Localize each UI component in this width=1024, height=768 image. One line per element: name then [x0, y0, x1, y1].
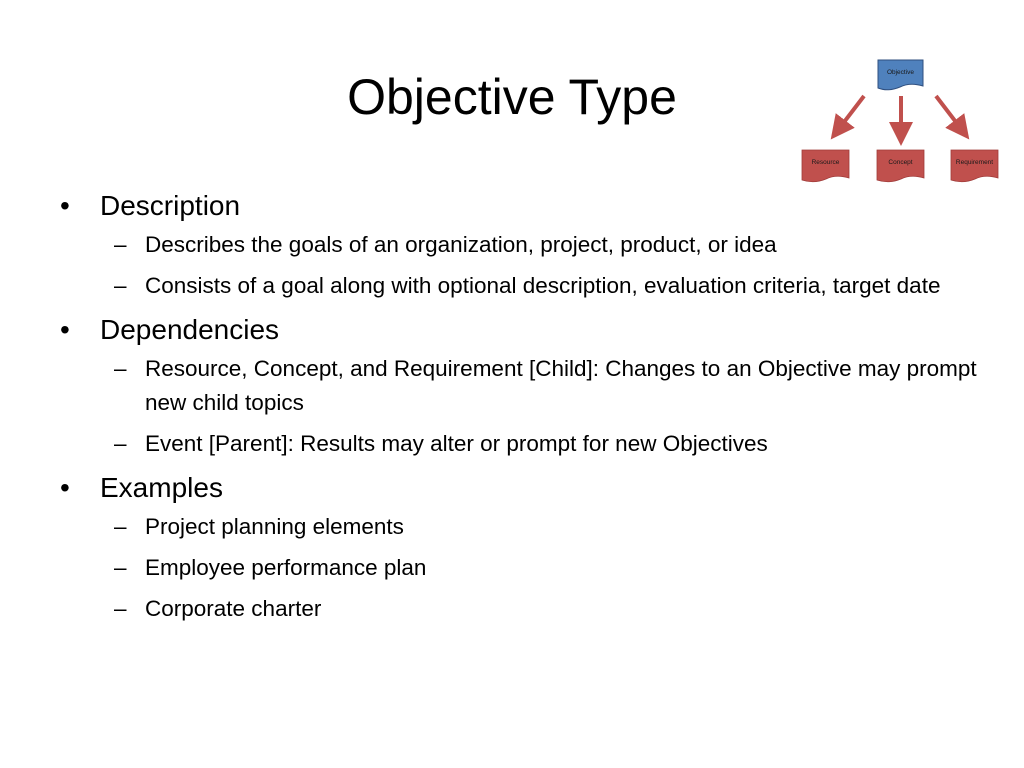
- sub-marker: –: [114, 555, 127, 580]
- bullet-dependencies: [58, 310, 978, 350]
- bullet-description: [58, 186, 978, 226]
- diagram-node-requirement: [951, 150, 998, 182]
- sub-item-text: Resource, Concept, and Requirement [Child]: Changes to an Objective may prompt new child topics: [145, 356, 977, 415]
- diagram-arrow-resource: [838, 96, 864, 130]
- sub-item-text: Corporate charter: [145, 596, 322, 621]
- sub-marker: –: [114, 273, 127, 298]
- slide-title: Objective Type: [347, 69, 677, 125]
- sub-item: [58, 352, 978, 420]
- bullet-examples: [58, 468, 978, 508]
- bullet-marker: •: [60, 314, 70, 345]
- diagram-node-concept: [877, 150, 924, 182]
- sub-marker: –: [114, 232, 127, 257]
- objective-hierarchy-diagram: [798, 56, 1002, 188]
- diagram-child-label-concept: Concept: [888, 159, 913, 166]
- sub-marker: –: [114, 514, 127, 539]
- bullet-marker: •: [60, 190, 70, 221]
- sub-item: [58, 510, 978, 544]
- sub-item-text: Consists of a goal along with optional description, evaluation criteria, target date: [145, 273, 941, 298]
- diagram-child-label-requirement: Requirement: [955, 159, 994, 166]
- bullet-heading: Examples: [100, 472, 223, 503]
- sub-item: [58, 551, 978, 585]
- sub-item-text: Employee performance plan: [145, 555, 427, 580]
- diagram-arrow-requirement: [936, 96, 962, 130]
- slide-body: [58, 184, 978, 633]
- sub-item: [58, 228, 978, 262]
- sub-item: [58, 592, 978, 626]
- bullet-heading: Dependencies: [100, 314, 280, 345]
- sub-item: [58, 427, 978, 461]
- bullet-heading: Description: [100, 190, 241, 221]
- diagram-child-label-resource: Resource: [811, 159, 840, 166]
- sub-marker: –: [114, 596, 127, 621]
- sub-marker: –: [114, 431, 127, 456]
- sub-list-examples: [58, 510, 978, 626]
- sub-item: [58, 269, 978, 303]
- bullet-marker: •: [60, 472, 70, 503]
- sub-marker: –: [114, 356, 127, 381]
- sub-list-dependencies: [58, 352, 978, 461]
- sub-item-text: Project planning elements: [145, 514, 404, 539]
- sub-item-text: Describes the goals of an organization, project, product, or idea: [145, 232, 777, 257]
- diagram-node-objective: [878, 60, 923, 90]
- sub-item-text: Event [Parent]: Results may alter or prompt for new Objectives: [145, 431, 768, 456]
- diagram-root-label: Objective: [886, 69, 915, 76]
- diagram-node-resource: [802, 150, 849, 182]
- sub-list-description: [58, 228, 978, 303]
